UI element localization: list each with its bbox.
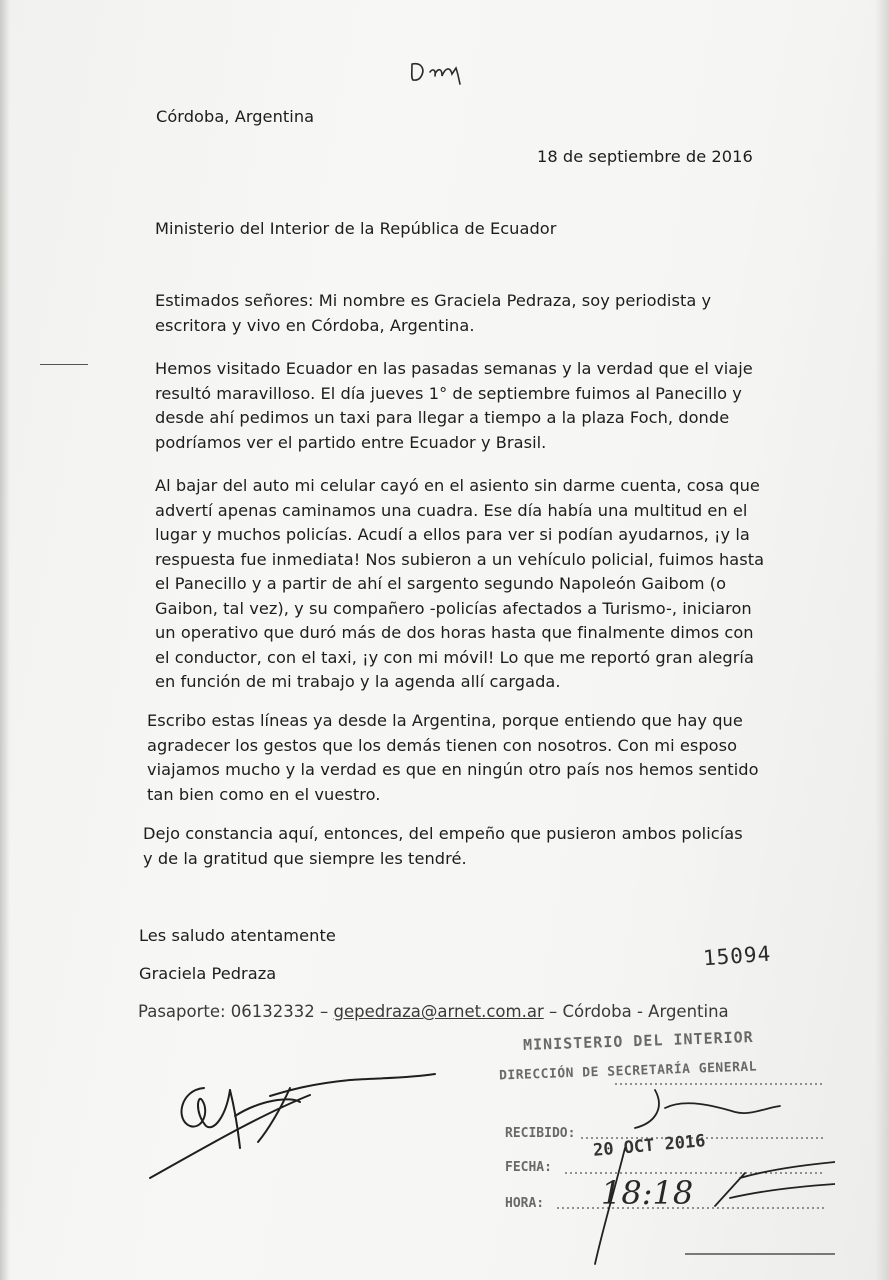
recipient-line: Ministerio del Interior de la República de Ecuador: [155, 219, 557, 238]
registry-number-stamp: 15094: [702, 941, 772, 971]
paragraph-line: respuesta fue inmediata! Nos subieron a un vehículo policial, fuimos hasta: [155, 549, 765, 569]
stamp-time-label: HORA:: [505, 1196, 545, 1211]
place-line: Córdoba, Argentina: [156, 107, 315, 126]
paragraph-line: Hemos visitado Ecuador en las pasadas semanas y la verdad que el viaje: [155, 359, 753, 378]
paragraph-line: el Panecillo y a partir de ahí el sargento segundo Napoleón Gaibom (o: [155, 574, 727, 593]
page-shadow-right: [875, 0, 889, 1280]
signer-name: Graciela Pedraza: [139, 964, 277, 983]
page-shadow-left: [0, 0, 10, 1280]
paragraph-1: [155, 289, 711, 338]
stamp-ministry-line: MINISTERIO DEL INTERIOR: [522, 1027, 754, 1055]
paragraph-line: Dejo constancia aquí, entonces, del empeño que pusieron ambos policías: [143, 824, 743, 843]
letter-date: 18 de septiembre de 2016: [537, 147, 753, 166]
paragraph-line: un operativo que duró más de dos horas hasta que finalmente dimos con: [155, 623, 754, 642]
paragraph-3: [155, 474, 764, 695]
paragraph-line: advertí apenas caminamos una cuadra. Ese día había una multitud en el: [155, 500, 748, 520]
margin-pen-mark: [40, 364, 88, 365]
stamp-date-label: FECHA:: [505, 1160, 552, 1175]
reception-stamp: [495, 1028, 835, 1268]
paragraph-line: viajamos mucho y la verdad es que en ningún otro país nos hemos sentido: [147, 760, 759, 779]
stamp-time-value: 18:18: [601, 1174, 694, 1212]
paragraph-line: el conductor, con el taxi, ¡y con mi móvil! Lo que me reportó gran alegría: [155, 647, 754, 667]
paragraph-line: Al bajar del auto mi celular cayó en el asiento sin darme cuenta, cosa que: [155, 476, 760, 495]
handwritten-signature: [140, 1060, 440, 1190]
paragraph-line: resultó maravilloso. El día jueves 1° de septiembre fuimos al Panecillo y: [155, 383, 742, 403]
paragraph-line: en función de mi trabajo y la agenda allí cargada.: [155, 672, 561, 691]
paragraph-line: Escribo estas líneas ya desde la Argentina, porque entiendo que hay que: [147, 711, 743, 730]
paragraph-line: lugar y muchos policías. Acudí a ellos para ver si podían ayudarnos, ¡y la: [155, 525, 750, 544]
stamp-date-value: 20 OCT 2016: [592, 1131, 707, 1161]
paragraph-line: podríamos ver el partido entre Ecuador y Brasil.: [155, 432, 547, 452]
stamp-dotted-lines: [495, 1028, 835, 1268]
paragraph-2: [155, 357, 753, 455]
paragraph-line: escritora y vivo en Córdoba, Argentina.: [155, 315, 475, 335]
paragraph-5: [143, 822, 743, 871]
email-link[interactable]: gepedraza@arnet.com.ar: [333, 1002, 544, 1021]
paragraph-line: agradecer los gestos que los demás tienen con nosotros. Con mi esposo: [147, 735, 738, 755]
paragraph-4: [147, 709, 759, 807]
stamp-direction-line: DIRECCIÓN DE SECRETARÍA GENERAL: [498, 1059, 758, 1084]
passport-contact-line: [138, 1002, 729, 1021]
handwritten-initials: [408, 56, 468, 86]
stamp-received-label: RECIBIDO:: [505, 1126, 576, 1141]
passport-prefix: Pasaporte: 06132332 –: [138, 1002, 334, 1021]
passport-suffix: – Córdoba - Argentina: [543, 1002, 729, 1021]
closing-line: Les saludo atentamente: [139, 926, 336, 945]
paragraph-line: Gaibon, tal vez), y su compañero -policías afectados a Turismo-, iniciaron: [155, 598, 752, 618]
paragraph-line: y de la gratitud que siempre les tendré.: [143, 848, 467, 868]
paragraph-line: tan bien como en el vuestro.: [147, 784, 381, 804]
paragraph-line: Estimados señores: Mi nombre es Graciela Pedraza, soy periodista y: [155, 291, 712, 310]
paragraph-line: desde ahí pedimos un taxi para llegar a tiempo a la plaza Foch, donde: [155, 408, 730, 427]
